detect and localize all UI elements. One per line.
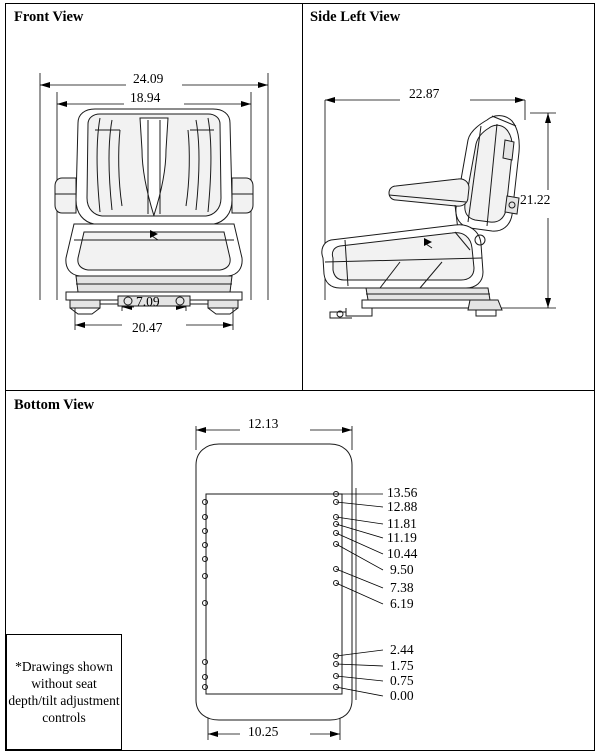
note-text: *Drawings shown without seat depth/tilt adjustment controls	[8, 659, 120, 725]
bottom-view-drawing	[196, 444, 352, 720]
dim-side-22-87: 22.87	[409, 86, 440, 101]
dim-hole-0-00: 0.00	[390, 688, 414, 703]
dim-hole-11-19: 11.19	[387, 530, 417, 545]
dim-hole-1-75: 1.75	[390, 658, 414, 673]
dim-hole-12-88: 12.88	[387, 499, 418, 514]
front-view-title: Front View	[14, 9, 84, 25]
dim-hole-2-44: 2.44	[390, 642, 414, 657]
dim-hole-10-44: 10.44	[387, 546, 418, 561]
side-left-view-title: Side Left View	[310, 9, 401, 25]
dim-front-20-47: 20.47	[132, 320, 163, 335]
dim-hole-13-56: 13.56	[387, 485, 418, 500]
dim-front-7-09: 7.09	[136, 294, 160, 309]
dim-hole-6-19: 6.19	[390, 596, 414, 611]
side-left-view-drawing	[322, 116, 519, 318]
dim-side-21-22: 21.22	[520, 192, 551, 207]
dim-bottom-10-25: 10.25	[248, 724, 279, 739]
dim-hole-7-38: 7.38	[390, 580, 414, 595]
dim-front-18-94: 18.94	[130, 90, 161, 105]
dim-bottom-12-13: 12.13	[248, 416, 279, 431]
dim-front-24-09: 24.09	[133, 71, 164, 86]
dim-hole-11-81: 11.81	[387, 516, 417, 531]
dim-hole-0-75: 0.75	[390, 673, 414, 688]
dim-hole-9-50: 9.50	[390, 562, 414, 577]
bottom-view-title: Bottom View	[14, 397, 95, 413]
note-box	[6, 634, 122, 750]
